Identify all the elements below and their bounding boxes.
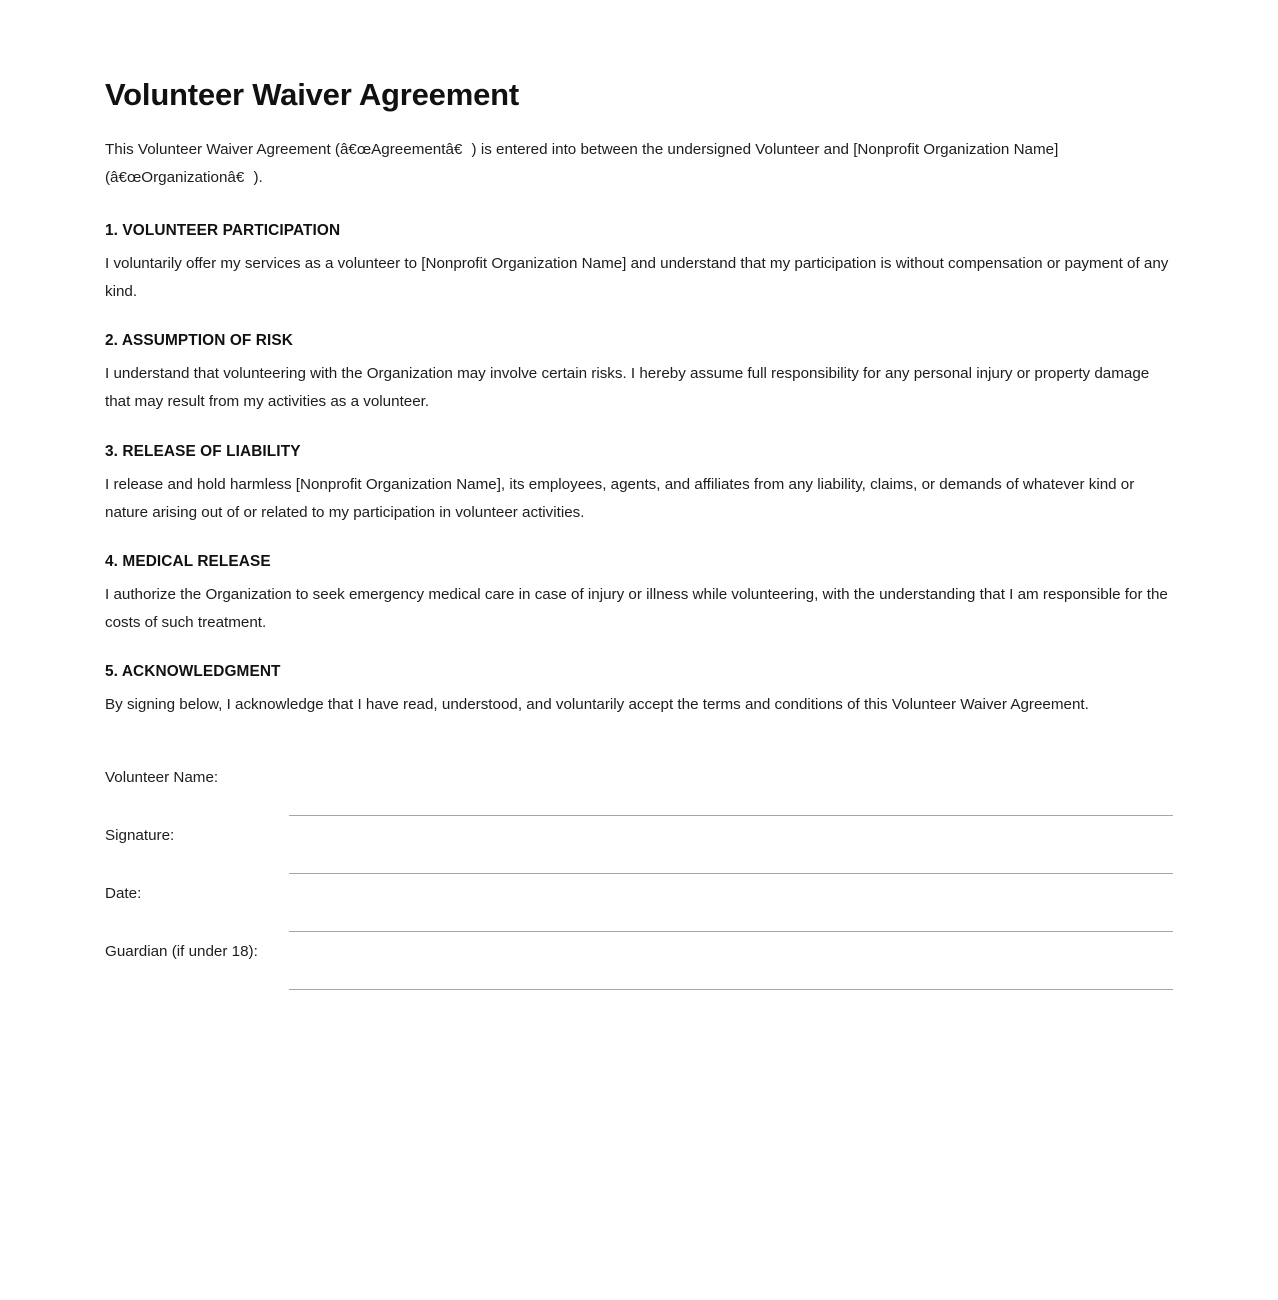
section-medical-release (105, 553, 1173, 637)
page-title: Volunteer Waiver Agreement (105, 77, 519, 112)
signature-field-signature[interactable] (289, 815, 1173, 873)
signature-label-guardian: Guardian (if under 18): (105, 943, 258, 961)
signature-label-volunteer-name: Volunteer Name: (105, 769, 219, 787)
signature-field-volunteer-name[interactable] (289, 757, 1173, 815)
table-row (105, 815, 1173, 873)
table-row (105, 757, 1173, 815)
section-heading: 1. VOLUNTEER PARTICIPATION (105, 222, 341, 240)
section-heading: 5. ACKNOWLEDGMENT (105, 663, 281, 681)
section-acknowledgment (105, 663, 1173, 719)
section-volunteer-participation (105, 222, 1173, 306)
section-body: By signing below, I acknowledge that I have read, understood, and voluntarily accept the terms and conditions of this Volunteer Waiver Agreement. (105, 696, 1089, 714)
signature-value (289, 827, 1173, 873)
signature-label-signature: Signature: (105, 827, 175, 845)
section-release-of-liability (105, 443, 1173, 527)
section-body: I understand that volunteering with the Organization may involve certain risks. I hereby assume full responsibility for any personal injury or property damage that may result from my activities as a volunteer. (105, 365, 1150, 411)
section-assumption-of-risk (105, 332, 1173, 416)
section-heading: 3. RELEASE OF LIABILITY (105, 442, 301, 460)
signature-field-guardian[interactable] (289, 931, 1173, 989)
signature-field-date[interactable] (289, 873, 1173, 931)
section-body: I voluntarily offer my services as a volunteer to [Nonprofit Organization Name] and understand that my participation is without compensation or payment of any kind. (105, 255, 1169, 301)
section-heading: 4. MEDICAL RELEASE (105, 552, 271, 570)
signature-value (289, 885, 1173, 931)
table-row (105, 873, 1173, 931)
table-row (105, 931, 1173, 989)
section-heading: 2. ASSUMPTION OF RISK (105, 332, 293, 350)
signature-value (289, 769, 1173, 815)
signature-block (105, 757, 1173, 990)
section-body: I authorize the Organization to seek emergency medical care in case of injury or illness while volunteering, with the understanding that I am responsible for the costs of such treatment. (105, 585, 1168, 631)
signature-label-date: Date: (105, 885, 142, 903)
intro-paragraph: This Volunteer Waiver Agreement (â€œAgreementâ€) is entered into between the undersigned Volunteer and [Nonprofit Organization Name] (â€œOrganizationâ€). (105, 140, 1059, 186)
signature-value (289, 943, 1173, 989)
section-body: I release and hold harmless [Nonprofit Organization Name], its employees, agents, and affiliates from any liability, claims, or demands of whatever kind or nature arising out of or related to my participation in volunteer activities. (105, 475, 1135, 521)
